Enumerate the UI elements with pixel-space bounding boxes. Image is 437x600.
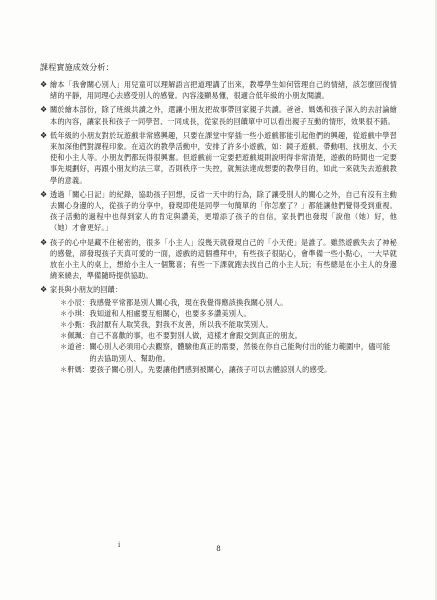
feedback-text: 我討厭有人取笑我，對我不友善，所以我不能取笑別人。	[89, 320, 273, 330]
diamond-bullet-icon: ❖	[40, 80, 48, 89]
feedback-author: ＊軒媽：	[60, 364, 90, 374]
feedback-item	[60, 364, 397, 375]
feedback-item	[60, 308, 397, 319]
feedback-heading: 家長與小朋友的回饋：	[50, 285, 122, 295]
section-heading: 課程實施成效分析：	[40, 63, 114, 72]
feedback-text: 關心別人必須用心去觀察，體驗他真正的需要，然後在你自己能夠付出的能力範圍中，儘可能的去協助別人、幫助他。	[89, 342, 391, 363]
feedback-text: 我感覺平常都是別人關心我，現在我覺得應該換我關心別人。	[89, 297, 288, 307]
feedback-author: ＊小甄：	[60, 320, 90, 330]
feedback-text: 自己不喜歡的事，也不要對別人做，這樣才會跟交到真正的朋友。	[89, 331, 303, 341]
feedback-list	[60, 297, 397, 375]
paragraph-text: 透過「關心日記」的紀錄，協助孩子回想，反省一天中的行為，除了讓受別人的關心之外，自己有沒有主動去關心身邊的人，從孩子的分享中，發現即使是同學一句簡單的「你怎麼了？」都能讓他們覺得受到重視。孩子活動的過程中也得到家人的肯定與讚美，更增添了孩子的自信，家長們也發現「說他（她）好，他（她）才會更好。」	[50, 189, 397, 233]
paragraph-text: 關於繪本部份，除了班級共讀之外，還讓小朋友把故事帶回家親子共讀。爸爸、媽媽和孩子深入的去討論繪本的內容，讓家長和孩子一同學習、一同成長，從家長的回饋單中可以看出親子互動的情形，效果很不錯。	[50, 105, 397, 126]
feedback-text: 我知道和人相處要互相關心，也要多多讚美別人。	[89, 308, 251, 318]
paragraph-item	[40, 130, 397, 186]
diamond-bullet-icon: ❖	[40, 130, 48, 140]
paragraph-item	[40, 104, 397, 126]
diamond-bullet-icon: ❖	[40, 189, 48, 199]
feedback-author: ＊小辰：	[60, 297, 90, 307]
feedback-item	[60, 319, 397, 330]
feedback-item	[60, 297, 397, 308]
paragraph-item	[40, 189, 397, 234]
diamond-bullet-icon: ❖	[40, 285, 48, 295]
stray-mark: i	[118, 541, 121, 549]
feedback-section	[40, 284, 397, 375]
diamond-bullet-icon: ❖	[40, 237, 48, 247]
feedback-item	[60, 341, 397, 363]
feedback-author: ＊道爸：	[60, 342, 90, 352]
paragraph-text: 低年級的小朋友對於玩遊戲非常感興趣，只要在課堂中穿插一些小遊戲都能引起他們的興趣，從遊戲中學習來加深他們對課程印象。在這次的教學活動中，安排了許多小遊戲，如：鏡子遊戲、帶動唱、找朋友、小天使和小主人等。小朋友們都玩得很興奮。但遊戲前一定要把遊戲規則說明得非常清楚，遊戲的時間也一定要事先規劃好，再跟小朋友約法三章，否則秩序一失控，就無法達成想要的教學目的，如此一來就失去遊戲教學的意義。	[50, 130, 397, 185]
paragraph-text: 孩子的心中是藏不住秘密的，很多「小主人」沒幾天就發現自己的「小天使」是誰了。雖然遊戲失去了神秘的感覺，卻發現孩子天真可愛的一面，遊戲的這個禮拜中，有些孩子很貼心，會準備一些小點心，一大早就放在小主人的桌上，想給小主人一個驚喜；有些一下課就跑去找自己的小主人玩；有些總是在小主人的身邊繞來繞去，準備隨時提供協助。	[50, 237, 397, 281]
feedback-author: ＊小琪：	[60, 308, 90, 318]
paragraph-item	[40, 237, 397, 282]
feedback-author: ＊佩珮：	[60, 331, 90, 341]
page-number: 8	[216, 545, 221, 553]
paragraph-text: 繪本「我會關心別人」用兒童可以理解語言把道理講了出來，教導學生如何管理自己的情緒，該怎麼回復情緒的平靜，用同理心去感受別人的感覺。內容淺顯易懂，很適合低年級的小朋友閱讀。	[50, 80, 397, 101]
paragraph-item	[40, 79, 397, 101]
diamond-bullet-icon: ❖	[40, 105, 48, 115]
feedback-text: 要孩子關心別人，先要讓他們感到被關心，讓孩子可以去體諒別人的感受。	[89, 364, 332, 374]
feedback-item	[60, 330, 397, 341]
